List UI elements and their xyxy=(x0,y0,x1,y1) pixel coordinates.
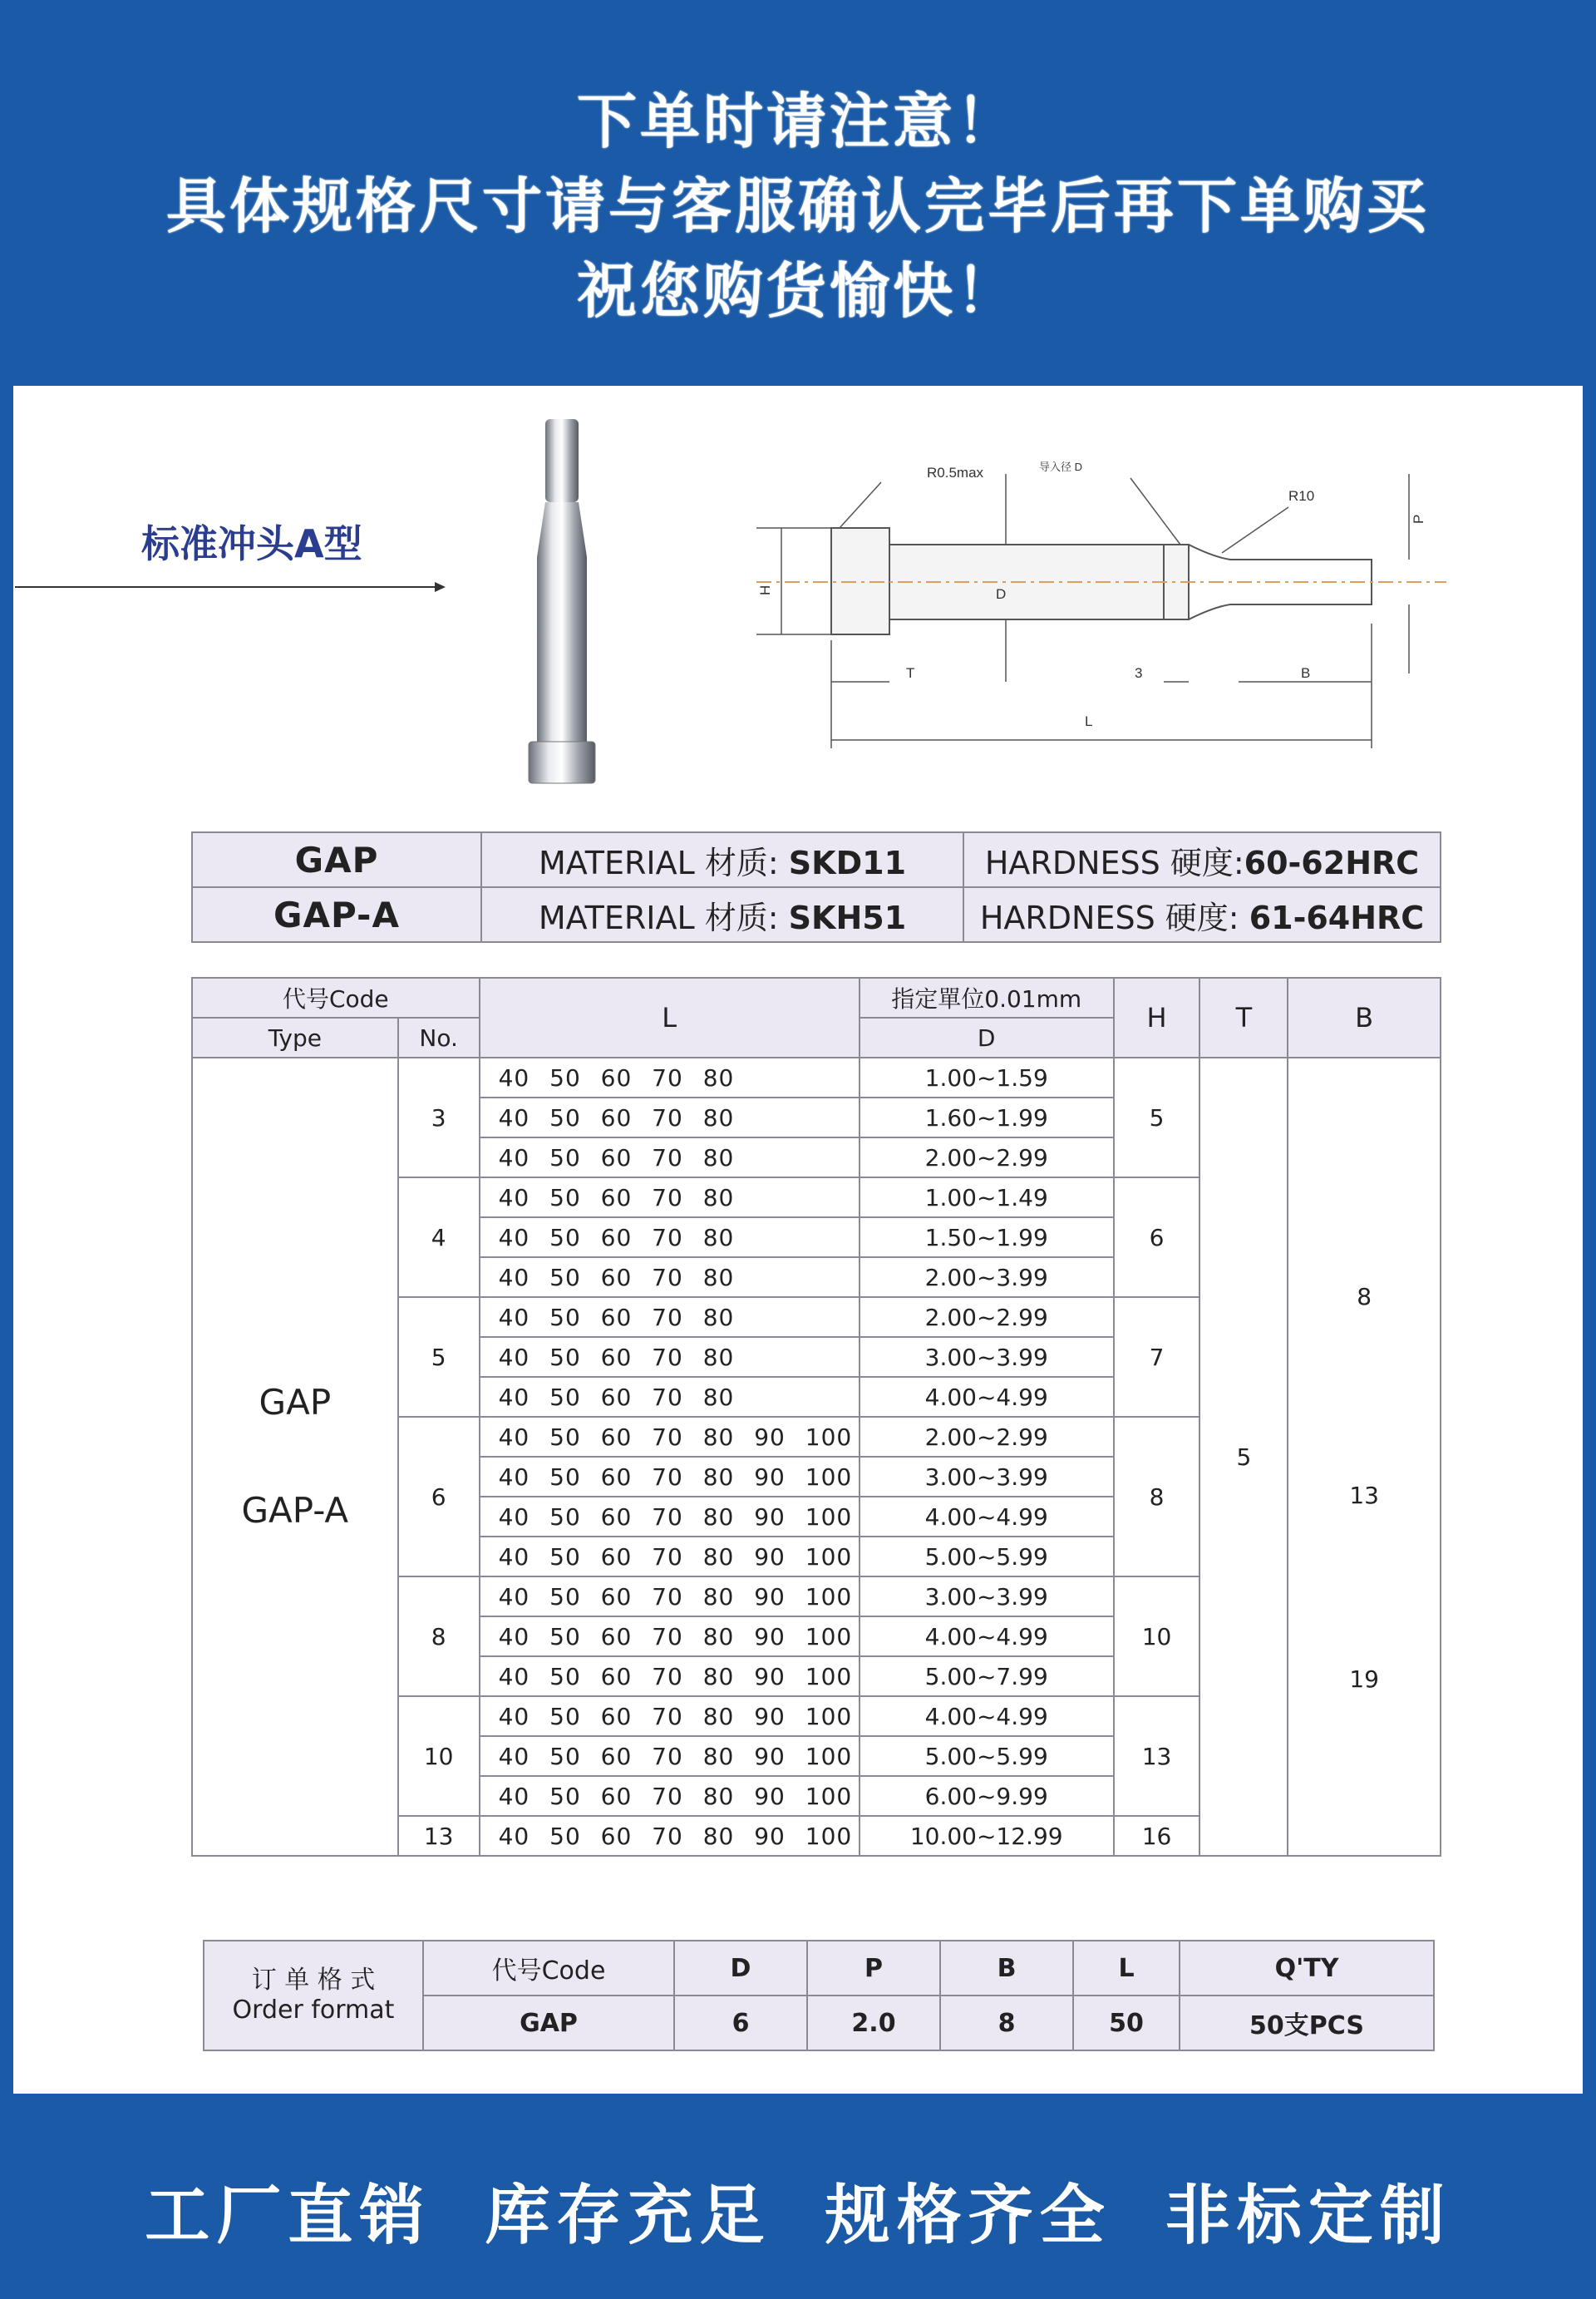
order-val-b: 8 xyxy=(940,1996,1073,2050)
no-cell: 6 xyxy=(398,1417,480,1576)
order-val-d: 6 xyxy=(674,1996,807,2050)
d-cell: 1.00~1.59 xyxy=(860,1058,1114,1098)
d-cell: 5.00~5.99 xyxy=(860,1736,1114,1776)
no-cell: 13 xyxy=(398,1816,480,1856)
col-b: B xyxy=(1288,978,1441,1058)
hardness-cell: HARDNESS 硬度: 61-64HRC xyxy=(963,887,1441,942)
b-value: 13 xyxy=(1349,1482,1379,1509)
product-title: 标准冲头A型 xyxy=(141,521,362,566)
bottom-banner xyxy=(0,2095,1596,2299)
l-cell: 40 50 60 70 80 90 100 xyxy=(480,1497,860,1537)
d-cell: 3.00~3.99 xyxy=(860,1576,1114,1616)
l-cell: 40 50 60 70 80 90 100 xyxy=(480,1736,860,1776)
footer-slogan: 工厂直销 库存充足 规格齐全 非标定制 xyxy=(145,2178,1451,2253)
h-cell: 5 xyxy=(1114,1058,1200,1177)
b-value: 8 xyxy=(1357,1283,1372,1310)
material-code: GAP xyxy=(192,832,481,887)
h-cell: 8 xyxy=(1114,1417,1200,1576)
h-cell: 7 xyxy=(1114,1297,1200,1417)
col-l: L xyxy=(480,978,860,1058)
d-cell: 2.00~2.99 xyxy=(860,1297,1114,1337)
order-col-qty: Q'TY xyxy=(1180,1941,1434,1996)
spec-row xyxy=(192,1058,1441,1098)
col-unit: 指定單位0.01mm xyxy=(860,978,1114,1018)
dim-3: 3 xyxy=(1135,665,1143,681)
type-value: GAP xyxy=(259,1382,332,1423)
l-cell: 40 50 60 70 80 xyxy=(480,1137,860,1177)
order-val-qty: 50支PCS xyxy=(1180,1996,1434,2050)
b-cell xyxy=(1288,1058,1441,1856)
order-label-cn: 订 单 格 式 xyxy=(251,1966,376,1995)
d-cell: 1.00~1.49 xyxy=(860,1177,1114,1217)
type-value: GAP-A xyxy=(241,1490,349,1531)
l-cell: 40 50 60 70 80 90 100 xyxy=(480,1616,860,1656)
d-cell: 2.00~2.99 xyxy=(860,1417,1114,1457)
punch-dimension-drawing xyxy=(748,441,1463,765)
no-cell: 5 xyxy=(398,1297,480,1417)
l-cell: 40 50 60 70 80 xyxy=(480,1297,860,1337)
d-cell: 1.50~1.99 xyxy=(860,1217,1114,1257)
d-cell: 3.00~3.99 xyxy=(860,1457,1114,1497)
d-cell: 10.00~12.99 xyxy=(860,1816,1114,1856)
order-format-label xyxy=(204,1941,423,2050)
l-cell: 40 50 60 70 80 xyxy=(480,1058,860,1098)
notice-line-3: 祝您购货愉快！ xyxy=(576,256,1019,326)
dim-r10: R10 xyxy=(1288,488,1315,504)
dim-lead-d: 导入径 D xyxy=(1039,461,1083,473)
l-cell: 40 50 60 70 80 90 100 xyxy=(480,1656,860,1696)
l-cell: 40 50 60 70 80 90 100 xyxy=(480,1576,860,1616)
d-cell: 2.00~2.99 xyxy=(860,1137,1114,1177)
order-col-p: P xyxy=(807,1941,940,1996)
l-cell: 40 50 60 70 80 90 100 xyxy=(480,1457,860,1497)
dim-h: H xyxy=(757,585,773,595)
d-cell: 5.00~7.99 xyxy=(860,1656,1114,1696)
d-cell: 4.00~4.99 xyxy=(860,1616,1114,1656)
col-type: Type xyxy=(192,1018,398,1058)
l-cell: 40 50 60 70 80 90 100 xyxy=(480,1776,860,1816)
no-cell: 10 xyxy=(398,1696,480,1816)
order-val-p: 2.0 xyxy=(807,1996,940,2050)
d-cell: 1.60~1.99 xyxy=(860,1098,1114,1137)
d-cell: 5.00~5.99 xyxy=(860,1537,1114,1576)
material-table xyxy=(191,831,1441,943)
col-t: T xyxy=(1199,978,1288,1058)
order-format-table xyxy=(203,1940,1435,2051)
dim-r05max: R0.5max xyxy=(927,465,984,481)
spec-table xyxy=(191,977,1441,1857)
order-header-row xyxy=(204,1941,1434,1996)
l-cell: 40 50 60 70 80 xyxy=(480,1177,860,1217)
order-col-d: D xyxy=(674,1941,807,1996)
material-cell: MATERIAL 材质: SKD11 xyxy=(481,832,963,887)
d-cell: 6.00~9.99 xyxy=(860,1776,1114,1816)
order-col-b: B xyxy=(940,1941,1073,1996)
l-cell: 40 50 60 70 80 xyxy=(480,1217,860,1257)
material-code: GAP-A xyxy=(192,887,481,942)
t-cell: 5 xyxy=(1199,1058,1288,1856)
material-row xyxy=(192,887,1441,942)
h-cell: 16 xyxy=(1114,1816,1200,1856)
col-d: D xyxy=(860,1018,1114,1058)
col-h: H xyxy=(1114,978,1200,1058)
d-cell: 2.00~3.99 xyxy=(860,1257,1114,1297)
dim-d: D xyxy=(996,586,1007,602)
col-code: 代号Code xyxy=(192,978,480,1018)
pointer-arrow-icon xyxy=(15,579,447,595)
l-cell: 40 50 60 70 80 90 100 xyxy=(480,1537,860,1576)
order-col-l: L xyxy=(1073,1941,1180,1996)
no-cell: 4 xyxy=(398,1177,480,1297)
h-cell: 13 xyxy=(1114,1696,1200,1816)
type-cell xyxy=(192,1058,398,1856)
material-row xyxy=(192,832,1441,887)
dim-p: P xyxy=(1411,514,1426,524)
top-banner xyxy=(0,0,1596,384)
b-value: 19 xyxy=(1349,1665,1379,1693)
dim-l: L xyxy=(1085,713,1093,729)
notice-line-1: 下单时请注意！ xyxy=(576,86,1019,156)
l-cell: 40 50 60 70 80 xyxy=(480,1377,860,1417)
punch-pin-image xyxy=(515,416,615,790)
order-val-l: 50 xyxy=(1073,1996,1180,2050)
l-cell: 40 50 60 70 80 xyxy=(480,1257,860,1297)
l-cell: 40 50 60 70 80 90 100 xyxy=(480,1696,860,1736)
d-cell: 4.00~4.99 xyxy=(860,1497,1114,1537)
hardness-cell: HARDNESS 硬度:60-62HRC xyxy=(963,832,1441,887)
d-cell: 4.00~4.99 xyxy=(860,1377,1114,1417)
h-cell: 10 xyxy=(1114,1576,1200,1696)
order-col-code: 代号Code xyxy=(423,1941,674,1996)
no-cell: 8 xyxy=(398,1576,480,1696)
material-cell: MATERIAL 材质: SKH51 xyxy=(481,887,963,942)
order-val-code: GAP xyxy=(423,1996,674,2050)
no-cell: 3 xyxy=(398,1058,480,1177)
l-cell: 40 50 60 70 80 xyxy=(480,1337,860,1377)
dim-b: B xyxy=(1301,665,1311,681)
l-cell: 40 50 60 70 80 90 100 xyxy=(480,1816,860,1856)
spec-header-row xyxy=(192,978,1441,1018)
d-cell: 3.00~3.99 xyxy=(860,1337,1114,1377)
l-cell: 40 50 60 70 80 xyxy=(480,1098,860,1137)
col-no: No. xyxy=(398,1018,480,1058)
d-cell: 4.00~4.99 xyxy=(860,1696,1114,1736)
l-cell: 40 50 60 70 80 90 100 xyxy=(480,1417,860,1457)
order-label-en: Order format xyxy=(232,1996,395,2025)
notice-line-2: 具体规格尺寸请与客服确认完毕后再下单购买 xyxy=(165,171,1430,241)
h-cell: 6 xyxy=(1114,1177,1200,1297)
dim-t: T xyxy=(906,665,915,681)
